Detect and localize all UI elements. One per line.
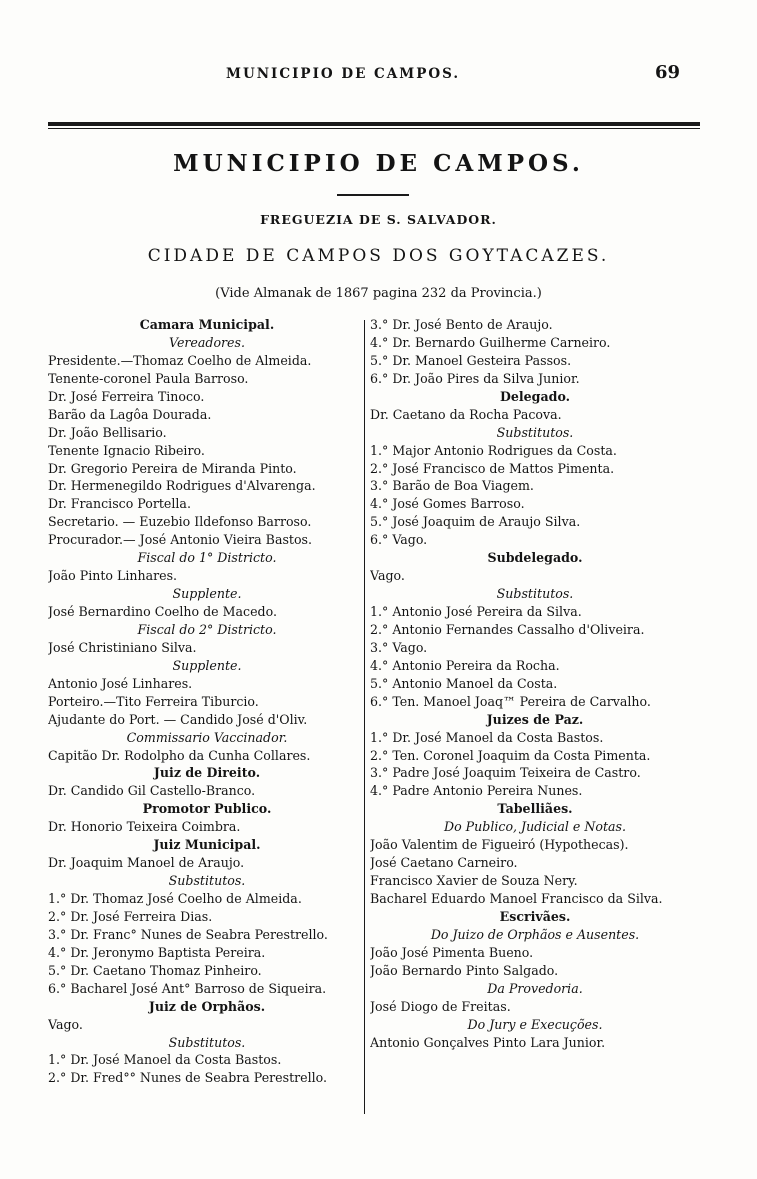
right-entry: 5.° José Joaquim de Araujo Silva. [370, 514, 581, 530]
running-header: MUNICIPIO DE CAMPOS. [226, 66, 461, 82]
header-rule-thin [48, 128, 700, 129]
left-section-heading: Juiz Municipal. [153, 837, 261, 853]
right-entry: João José Pimenta Bueno. [370, 944, 534, 960]
left-entry: Dr. Honorio Teixeira Coimbra. [48, 819, 241, 835]
left-entry: Barão da Lagôa Dourada. [48, 406, 212, 422]
left-entry: João Pinto Linhares. [48, 568, 178, 584]
right-entry: Francisco Xavier de Souza Nery. [370, 873, 578, 889]
right-entry: Dr. Caetano da Rocha Pacova. [370, 406, 562, 422]
left-entry: José Christiniano Silva. [48, 639, 197, 655]
right-entry: 6.° Vago. [370, 532, 428, 548]
left-entry: José Bernardino Coelho de Macedo. [48, 604, 277, 619]
left-section-heading: Juiz de Orphãos. [148, 998, 266, 1014]
left-entry: Dr. Joaquim Manoel de Araujo. [48, 855, 245, 871]
left-subheading: Commissario Vaccinador. [126, 729, 288, 745]
right-entry: 5.° Dr. Manoel Gesteira Passos. [370, 352, 572, 368]
right-section-heading: Escrivães. [499, 908, 571, 924]
left-subheading: Fiscal do 1° Districto. [137, 550, 277, 566]
left-entry: Presidente.—Thomaz Coelho de Almeida. [48, 352, 312, 368]
right-section-heading: Subdelegado. [487, 550, 583, 566]
right-entry: José Caetano Carneiro. [370, 855, 518, 871]
left-entry: Antonio José Linhares. [48, 675, 193, 691]
left-entry: Dr. Gregorio Pereira de Miranda Pinto. [48, 460, 297, 476]
left-entry: Porteiro.—Tito Ferreira Tiburcio. [48, 693, 259, 709]
right-entry: 2.° Ten. Coronel Joaquim da Costa Pimenta. [370, 747, 651, 763]
right-column [370, 316, 700, 1051]
right-subheading: Substitutos. [496, 424, 574, 440]
page-number: 69 [655, 62, 681, 83]
left-entry: Tenente-coronel Paula Barroso. [48, 370, 249, 386]
right-entry: 1.° Antonio José Pereira da Silva. [370, 604, 582, 619]
right-entry: 1.° Major Antonio Rodrigues da Costa. [370, 442, 617, 458]
left-entry: 2.° Dr. Fred°° Nunes de Seabra Perestrello. [48, 1070, 328, 1086]
cidade-heading: CIDADE DE CAMPOS DOS GOYTACAZES. [147, 246, 610, 266]
left-entry: Dr. Candido Gil Castello-Branco. [48, 783, 256, 799]
right-subheading: Substitutos. [496, 586, 574, 602]
right-entry: 4.° Antonio Pereira da Rocha. [370, 657, 560, 673]
left-entry: 4.° Dr. Jeronymo Baptista Pereira. [48, 944, 266, 960]
left-entry: Dr. Francisco Portella. [48, 496, 191, 512]
left-subheading: Fiscal do 2° Districto. [137, 621, 277, 637]
left-subheading: Vereadores. [169, 334, 245, 350]
vide-note: (Vide Almanak de 1867 pagina 232 da Provincia.) [215, 286, 542, 301]
right-section-heading: Juizes de Paz. [486, 711, 584, 727]
right-subheading: Do Jury e Execuções. [467, 1016, 603, 1032]
right-entry: 5.° Antonio Manoel da Costa. [370, 675, 558, 691]
left-entry: 1.° Dr. Thomaz José Coelho de Almeida. [48, 891, 302, 906]
left-section-heading: Juiz de Direito. [153, 765, 261, 781]
left-entry: Dr. José Ferreira Tinoco. [48, 388, 205, 404]
left-entry: Capitão Dr. Rodolpho da Cunha Collares. [48, 747, 311, 763]
right-entry: 4.° José Gomes Barroso. [370, 496, 525, 512]
right-section-heading: Delegado. [499, 388, 571, 404]
left-section-heading: Promotor Publico. [142, 801, 272, 817]
left-subheading: Substitutos. [168, 873, 246, 889]
right-subheading: Do Juizo de Orphãos e Ausentes. [430, 926, 640, 942]
left-entry: 3.° Dr. Franc° Nunes de Seabra Perestrello. [48, 926, 328, 942]
right-entry: Bacharel Eduardo Manoel Francisco da Silva. [370, 891, 663, 906]
right-entry: 1.° Dr. José Manoel da Costa Bastos. [370, 729, 604, 745]
right-entry: 2.° José Francisco de Mattos Pimenta. [370, 460, 615, 476]
page-title: MUNICIPIO DE CAMPOS. [173, 150, 584, 177]
right-entry: Vago. [370, 568, 405, 584]
left-entry: Dr. João Bellisario. [48, 424, 167, 440]
title-divider [337, 194, 409, 196]
left-entry: 1.° Dr. José Manoel da Costa Bastos. [48, 1052, 282, 1068]
left-entry: Secretario. — Euzebio Ildefonso Barroso. [48, 514, 312, 530]
column-divider [364, 320, 365, 1114]
left-column [48, 316, 366, 1087]
left-subheading: Supplente. [172, 657, 242, 673]
freguezia-heading: FREGUEZIA DE S. SALVADOR. [260, 212, 497, 227]
left-entry: 6.° Bacharel José Ant° Barroso de Siqueira. [48, 980, 327, 996]
left-entry: Dr. Hermenegildo Rodrigues d'Alvarenga. [48, 478, 316, 494]
right-entry: 3.° Padre José Joaquim Teixeira de Castro. [370, 765, 641, 781]
header-rule [48, 122, 700, 126]
right-entry: 4.° Dr. Bernardo Guilherme Carneiro. [370, 334, 611, 350]
right-entry: José Diogo de Freitas. [370, 998, 511, 1014]
right-entry: 4.° Padre Antonio Pereira Nunes. [370, 783, 583, 799]
left-entry: Tenente Ignacio Ribeiro. [48, 442, 205, 458]
left-entry: 2.° Dr. José Ferreira Dias. [48, 908, 213, 924]
right-entry: Antonio Gonçalves Pinto Lara Junior. [370, 1034, 606, 1050]
right-section-heading: Tabelliães. [497, 801, 573, 817]
right-entry: João Bernardo Pinto Salgado. [370, 962, 559, 978]
right-entry: João Valentim de Figueiró (Hypothecas). [370, 837, 629, 853]
left-section-heading: Camara Municipal. [139, 317, 275, 332]
right-entry: 3.° Dr. José Bento de Araujo. [370, 317, 553, 332]
left-subheading: Substitutos. [168, 1034, 246, 1050]
right-subheading: Da Provedoria. [487, 980, 583, 996]
right-entry: 6.° Ten. Manoel Joaq™ Pereira de Carvalho. [370, 693, 651, 709]
left-entry: Procurador.— José Antonio Vieira Bastos. [48, 532, 313, 548]
left-subheading: Supplente. [172, 586, 242, 602]
right-entry: 3.° Barão de Boa Viagem. [370, 478, 534, 494]
right-entry: 3.° Vago. [370, 639, 428, 655]
right-subheading: Do Publico, Judicial e Notas. [444, 819, 626, 835]
right-entry: 6.° Dr. João Pires da Silva Junior. [370, 370, 580, 386]
left-entry: Ajudante do Port. — Candido José d'Oliv. [48, 711, 308, 727]
left-entry: 5.° Dr. Caetano Thomaz Pinheiro. [48, 962, 262, 978]
left-entry: Vago. [48, 1016, 83, 1032]
right-entry: 2.° Antonio Fernandes Cassalho d'Oliveira. [370, 621, 645, 637]
